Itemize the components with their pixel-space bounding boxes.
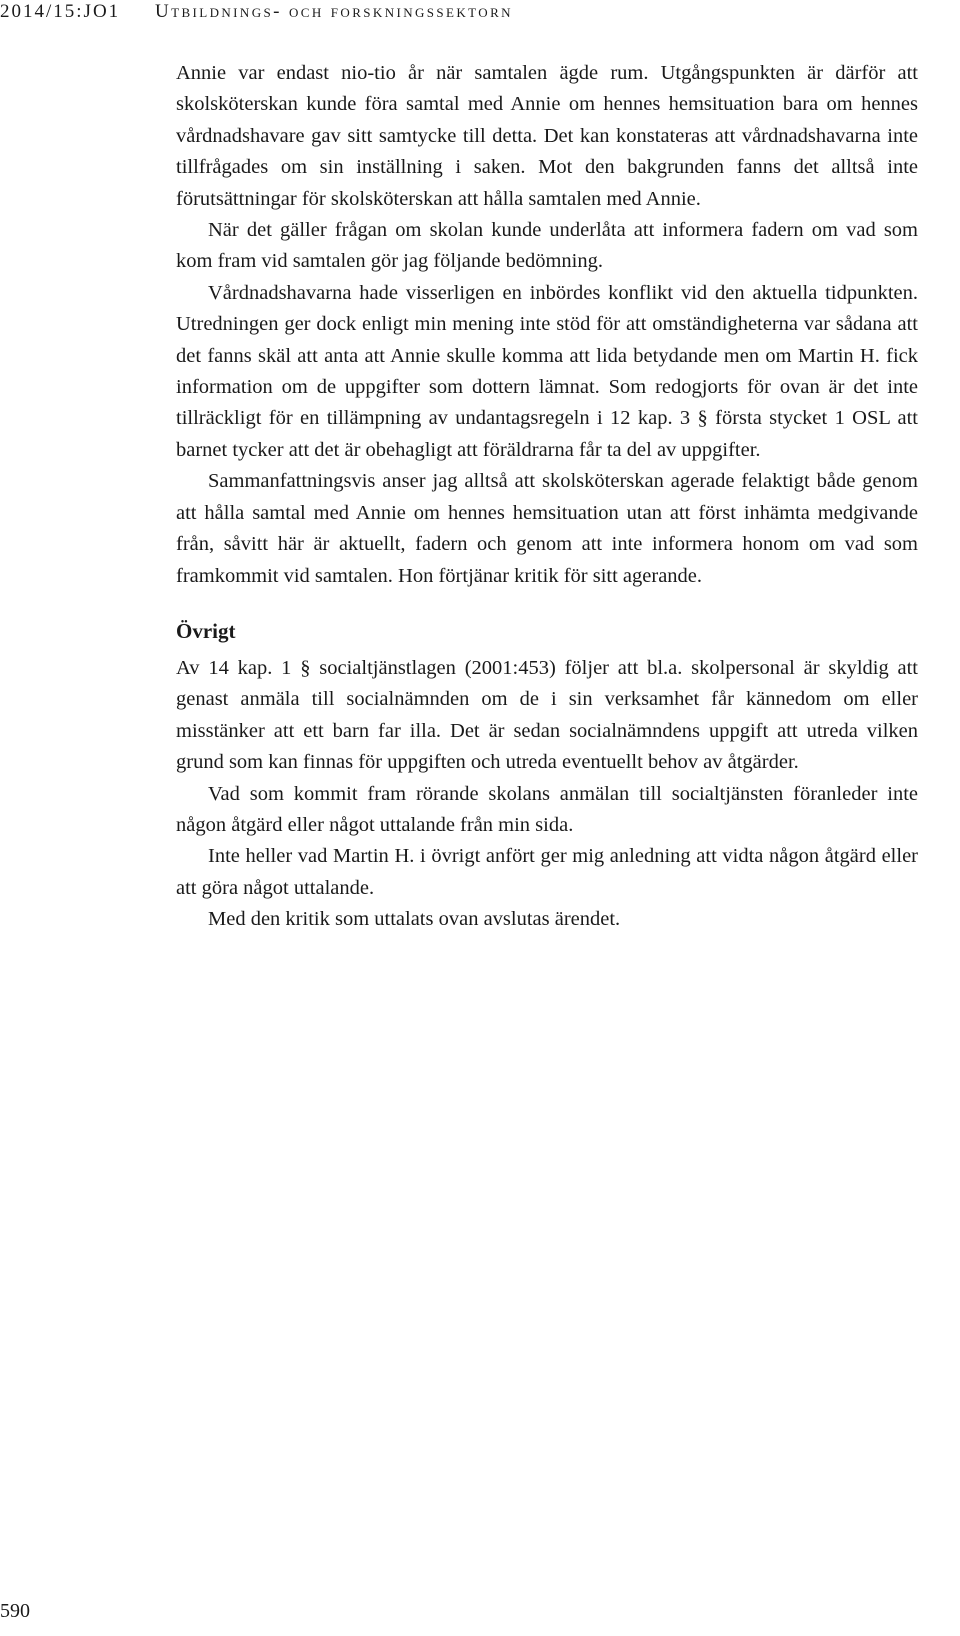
paragraph-6: Vad som kommit fram rörande skolans anmälan till socialtjänsten föranleder inte någon åtgärd eller något uttalande från min sida. bbox=[176, 782, 918, 836]
document-body bbox=[176, 58, 918, 936]
paragraph-1: Annie var endast nio-tio år när samtalen ägde rum. Utgångspunkten är därför att skolsköterskan kunde föra samtal med Annie om hennes hemsituation bara om hennes vårdnadshavare gav sitt samtycke till detta. Det kan konstateras att vårdnadshavarna inte tillfrågades om sin inställning i saken. Mot den bakgrunden fanns det alltså inte förutsättningar för skolsköterskan att hålla samtalen med Annie. bbox=[176, 62, 918, 210]
page-number: 590 bbox=[0, 1600, 30, 1622]
document-reference: 2014/15:JO1 bbox=[0, 1, 121, 22]
section-heading: Övrigt bbox=[176, 618, 236, 643]
paragraph-8: Med den kritik som uttalats ovan avslutas ärendet. bbox=[208, 908, 621, 931]
paragraph-3: Vårdnadshavarna hade visserligen en inbördes konflikt vid den aktuella tidpunkten. Utredningen ger dock enligt min mening inte stöd för att omständigheterna var sådana att det fanns skäl att anta att Annie skulle komma att lida betydande men om Martin H. fick information om de uppgifter som dottern lämnat. Som redogjorts för ovan är det inte tillräckligt för en tillämpning av undantagsregeln i 12 kap. 3 § första stycket 1 OSL att barnet tycker att det är obehagligt att föräldrarna får ta del av uppgifter. bbox=[176, 281, 918, 461]
paragraph-4: Sammanfattningsvis anser jag alltså att skolsköterskan agerade felaktigt både genom att hålla samtal med Annie om hennes hemsituation utan att först inhämta medgivande från, såvitt här är aktuellt, fadern och genom att inte informera honom om vad som framkommit vid samtalen. Hon förtjänar kritik för sitt agerande. bbox=[176, 470, 918, 587]
paragraph-2: När det gäller frågan om skolan kunde underlåta att informera fadern om vad som kom fram vid samtalen gör jag följande bedömning. bbox=[176, 219, 918, 273]
paragraph-7: Inte heller vad Martin H. i övrigt anfört ger mig anledning att vidta någon åtgärd eller att göra något uttalande. bbox=[176, 845, 918, 899]
paragraph-5: Av 14 kap. 1 § socialtjänstlagen (2001:453) följer att bl.a. skolpersonal är skyldig att genast anmäla till socialnämnden om de i sin verksamhet får kännedom om eller misstänker att ett barn far illa. Det är sedan socialnämndens uppgift att utreda vilken grund som kan finnas för uppgiften och utreda eventuellt behov av åtgärder. bbox=[176, 656, 918, 774]
section-title: Utbildnings- och forskningssektorn bbox=[155, 1, 513, 22]
